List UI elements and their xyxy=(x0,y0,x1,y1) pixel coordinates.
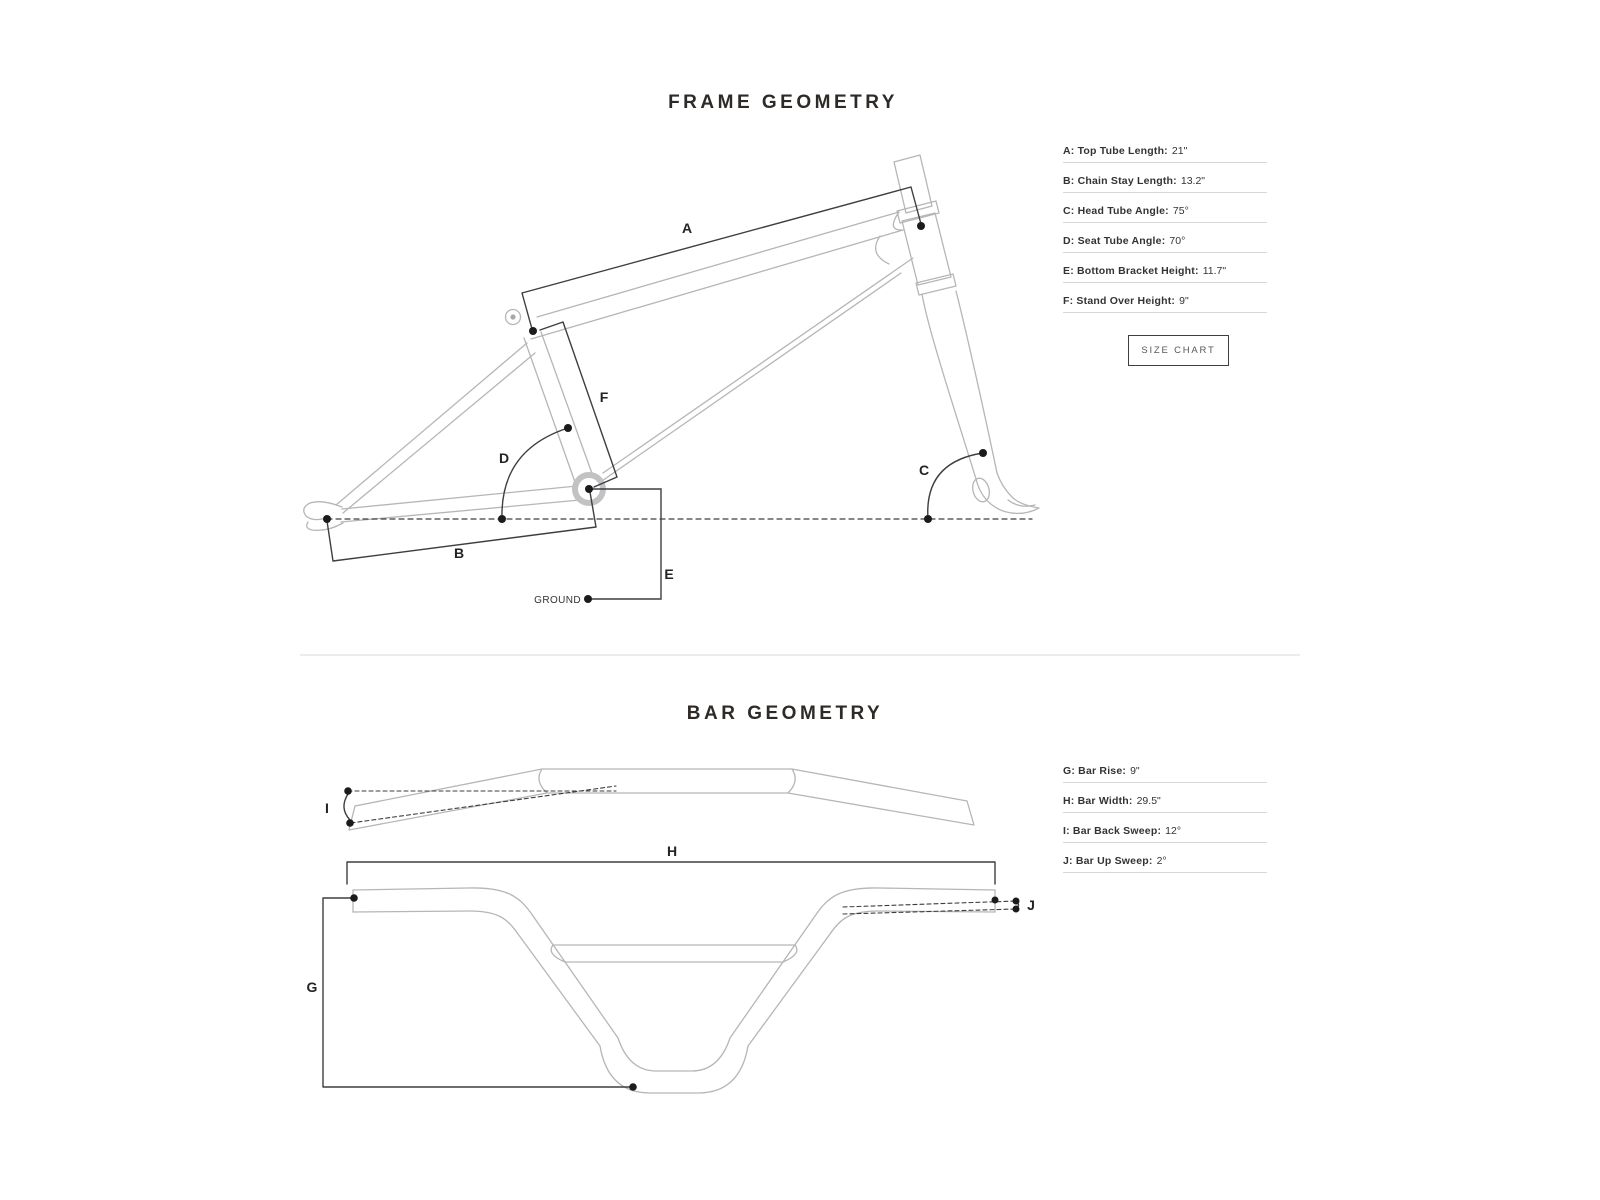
label-j: J xyxy=(1027,897,1035,913)
frame-geometry-title: FRAME GEOMETRY xyxy=(668,92,898,113)
label-h: H xyxy=(666,843,678,859)
label-d: D xyxy=(498,450,510,466)
frame-diagram-labels xyxy=(454,220,929,606)
label-c: C xyxy=(918,462,930,478)
bar-dimension-dots xyxy=(344,787,1019,1091)
size-chart-button[interactable]: SIZE CHART xyxy=(1128,335,1229,366)
label-g: G xyxy=(306,979,318,995)
section-divider xyxy=(300,654,1300,656)
spec-value: 75° xyxy=(1172,204,1189,217)
spec-value: 2° xyxy=(1156,854,1167,867)
spec-value: 12° xyxy=(1165,824,1182,837)
spec-value: 21" xyxy=(1171,144,1188,157)
dim-h-bar-width xyxy=(347,862,995,884)
label-a: A xyxy=(681,220,693,236)
spec-label: F: Stand Over Height: xyxy=(1063,294,1176,307)
frame-dimension-dots xyxy=(323,222,987,603)
spec-label: B: Chain Stay Length: xyxy=(1063,174,1177,187)
spec-label: C: Head Tube Angle: xyxy=(1063,204,1169,217)
dim-i-backsweep-arc xyxy=(344,794,350,820)
spec-row xyxy=(1063,753,1267,783)
spec-value: 29.5" xyxy=(1136,794,1161,807)
spec-row xyxy=(1063,813,1267,843)
dim-c-head-angle-arc xyxy=(928,453,983,519)
bar-diagram xyxy=(290,740,1070,1120)
upsweep-dashed-1 xyxy=(843,901,1016,907)
bar-geometry-title: BAR GEOMETRY xyxy=(686,703,884,724)
label-f: F xyxy=(599,389,609,405)
bar-front-view xyxy=(353,888,995,1071)
spec-label: H: Bar Width: xyxy=(1063,794,1133,807)
dim-e-bb-height xyxy=(588,489,661,599)
bar-dimension-lines xyxy=(323,786,1019,1087)
spec-value: 70° xyxy=(1169,234,1186,247)
spec-row xyxy=(1063,283,1267,313)
ground-label: GROUND xyxy=(534,595,581,606)
bar-top-view xyxy=(349,769,974,830)
spec-label: A: Top Tube Length: xyxy=(1063,144,1168,157)
bar-crossbar xyxy=(553,945,795,962)
frame-spec-list xyxy=(1063,133,1267,313)
spec-value: 9" xyxy=(1179,294,1189,307)
spec-value: 11.7" xyxy=(1202,264,1227,277)
spec-row xyxy=(1063,253,1267,283)
spec-row xyxy=(1063,223,1267,253)
bar-diagram-labels xyxy=(307,800,1035,995)
frame-dimension-lines xyxy=(327,187,1032,599)
dim-g-bar-rise xyxy=(323,898,630,1087)
label-e: E xyxy=(664,566,674,582)
spec-value: 9" xyxy=(1130,764,1140,777)
label-b: B xyxy=(453,545,465,561)
spec-row xyxy=(1063,843,1267,873)
spec-value: 13.2" xyxy=(1180,174,1206,187)
spec-label: E: Bottom Bracket Height: xyxy=(1063,264,1199,277)
spec-label: D: Seat Tube Angle: xyxy=(1063,234,1166,247)
spec-row xyxy=(1063,163,1267,193)
spec-label: G: Bar Rise: xyxy=(1063,764,1127,777)
spec-row xyxy=(1063,133,1267,163)
spec-label: I: Bar Back Sweep: xyxy=(1063,824,1162,837)
frame-diagram xyxy=(280,140,1060,620)
spec-label: J: Bar Up Sweep: xyxy=(1063,854,1153,867)
bar-spec-list xyxy=(1063,753,1267,873)
dim-a-top-tube xyxy=(522,187,921,329)
bar-outline xyxy=(349,769,995,1093)
spec-row xyxy=(1063,783,1267,813)
spec-row xyxy=(1063,193,1267,223)
label-i: I xyxy=(325,800,329,816)
dim-d-seat-angle-arc xyxy=(502,428,568,519)
